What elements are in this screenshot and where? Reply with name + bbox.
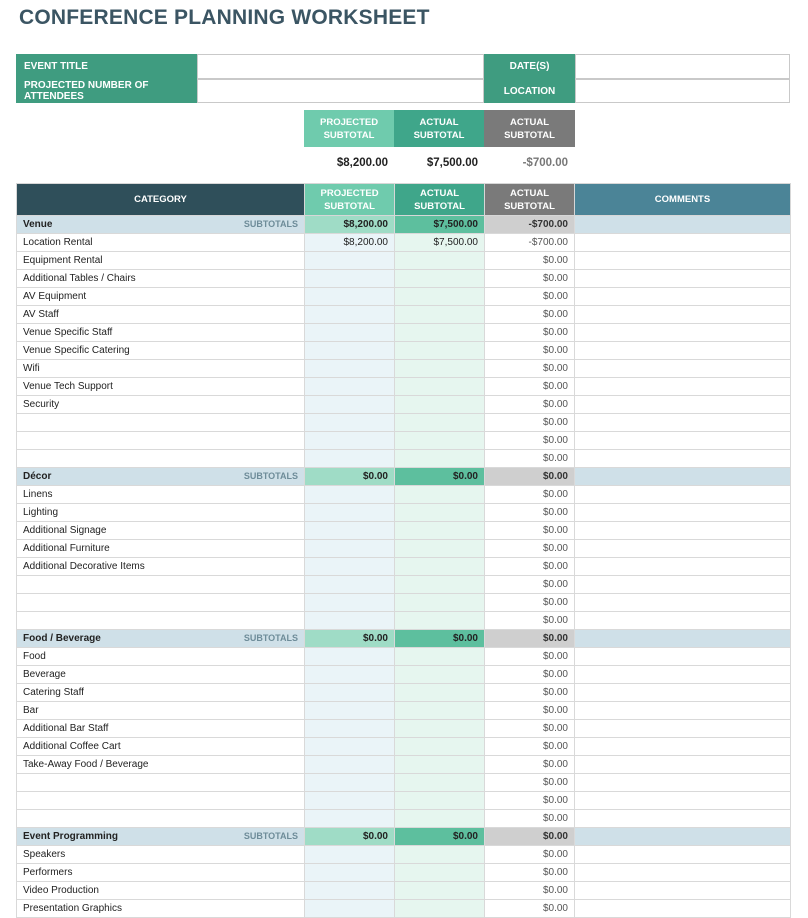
table-row	[17, 558, 791, 576]
category-cell[interactable]	[17, 414, 305, 432]
subtotals-label: SUBTOTALS	[243, 219, 298, 229]
summary-projected-value: $8,200.00	[336, 157, 388, 169]
comment-cell[interactable]	[575, 342, 791, 360]
actual-cell[interactable]	[395, 558, 485, 576]
projected-cell[interactable]	[305, 756, 395, 774]
section-title-cell	[17, 828, 305, 846]
comment-cell[interactable]	[575, 882, 791, 900]
table-row	[17, 774, 791, 792]
category-cell[interactable]: Additional Furniture	[17, 540, 305, 558]
table-row	[17, 306, 791, 324]
comment-cell[interactable]	[575, 234, 791, 252]
summary-actual-sub-value: -$700.00	[522, 157, 568, 169]
projected-cell[interactable]	[305, 396, 395, 414]
subtotals-label: SUBTOTALS	[243, 633, 298, 643]
comment-cell[interactable]	[575, 450, 791, 468]
category-cell[interactable]: Take-Away Food / Beverage	[17, 756, 305, 774]
section-header-row	[17, 630, 791, 648]
actual-cell[interactable]	[395, 792, 485, 810]
category-cell[interactable]	[17, 576, 305, 594]
table-row	[17, 756, 791, 774]
section-header-row	[17, 468, 791, 486]
table-row	[17, 882, 791, 900]
category-cell[interactable]: Bar	[17, 702, 305, 720]
section-projected-subtotal: $8,200.00	[305, 216, 395, 234]
section-header-row	[17, 216, 791, 234]
attendees-label: PROJECTED NUMBER OF ATTENDEES	[16, 79, 197, 103]
category-cell[interactable]: Venue Specific Staff	[17, 324, 305, 342]
actual-sub-cell: $0.00	[485, 900, 575, 918]
actual-cell[interactable]	[395, 882, 485, 900]
page-title: CONFERENCE PLANNING WORKSHEET	[19, 6, 430, 29]
comment-cell[interactable]	[575, 594, 791, 612]
actual-sub-cell: $0.00	[485, 558, 575, 576]
summary-actual-label: ACTUAL SUBTOTAL	[394, 110, 484, 147]
comment-cell[interactable]	[575, 522, 791, 540]
section-name: Décor	[23, 471, 52, 482]
projected-cell[interactable]	[305, 252, 395, 270]
comment-cell[interactable]	[575, 846, 791, 864]
section-comment-cell[interactable]	[575, 630, 791, 648]
projected-cell[interactable]: $8,200.00	[305, 234, 395, 252]
subtotals-label: SUBTOTALS	[243, 471, 298, 481]
projected-cell[interactable]	[305, 432, 395, 450]
table-row	[17, 684, 791, 702]
category-cell[interactable]: AV Equipment	[17, 288, 305, 306]
projected-cell[interactable]	[305, 504, 395, 522]
column-header-category: CATEGORY	[17, 184, 305, 216]
actual-sub-cell: $0.00	[485, 702, 575, 720]
category-cell[interactable]	[17, 774, 305, 792]
column-header-actual-sub: ACTUAL SUBTOTAL	[485, 184, 575, 216]
category-cell[interactable]: Speakers	[17, 846, 305, 864]
event-title-label: EVENT TITLE	[16, 54, 197, 79]
table-row	[17, 810, 791, 828]
actual-sub-cell: $0.00	[485, 270, 575, 288]
table-row	[17, 378, 791, 396]
comment-cell[interactable]	[575, 684, 791, 702]
comment-cell[interactable]	[575, 702, 791, 720]
comment-cell[interactable]	[575, 288, 791, 306]
actual-cell[interactable]	[395, 540, 485, 558]
projected-cell[interactable]	[305, 306, 395, 324]
actual-sub-cell: $0.00	[485, 810, 575, 828]
section-projected-subtotal: $0.00	[305, 630, 395, 648]
table-row	[17, 522, 791, 540]
section-name: Food / Beverage	[23, 633, 101, 644]
table-row	[17, 270, 791, 288]
projected-cell[interactable]	[305, 774, 395, 792]
comment-cell[interactable]	[575, 504, 791, 522]
section-title-cell	[17, 468, 305, 486]
attendees-field[interactable]	[197, 79, 484, 103]
section-comment-cell[interactable]	[575, 216, 791, 234]
actual-sub-cell: $0.00	[485, 792, 575, 810]
location-label: LOCATION	[484, 79, 575, 103]
actual-cell[interactable]	[395, 252, 485, 270]
table-row	[17, 234, 791, 252]
comment-cell[interactable]	[575, 414, 791, 432]
projected-cell[interactable]	[305, 792, 395, 810]
actual-sub-cell: $0.00	[485, 432, 575, 450]
section-actual-subtotal: $0.00	[395, 630, 485, 648]
actual-cell[interactable]	[395, 522, 485, 540]
projected-cell[interactable]	[305, 288, 395, 306]
category-cell[interactable]	[17, 792, 305, 810]
table-row	[17, 720, 791, 738]
projected-cell[interactable]	[305, 882, 395, 900]
dates-field[interactable]	[575, 54, 790, 79]
category-cell[interactable]: Venue Specific Catering	[17, 342, 305, 360]
table-row	[17, 612, 791, 630]
category-cell[interactable]	[17, 612, 305, 630]
actual-sub-cell: $0.00	[485, 594, 575, 612]
projected-cell[interactable]	[305, 648, 395, 666]
actual-sub-cell: $0.00	[485, 396, 575, 414]
actual-sub-cell: $0.00	[485, 540, 575, 558]
projected-cell[interactable]	[305, 612, 395, 630]
actual-sub-cell: -$700.00	[485, 234, 575, 252]
table-row	[17, 576, 791, 594]
actual-cell[interactable]: $7,500.00	[395, 234, 485, 252]
category-cell[interactable]	[17, 594, 305, 612]
category-cell[interactable]: Venue Tech Support	[17, 378, 305, 396]
actual-cell[interactable]	[395, 612, 485, 630]
dates-label: DATE(S)	[484, 54, 575, 79]
actual-sub-cell: $0.00	[485, 846, 575, 864]
actual-cell[interactable]	[395, 324, 485, 342]
actual-sub-cell: $0.00	[485, 306, 575, 324]
category-cell[interactable]: Additional Tables / Chairs	[17, 270, 305, 288]
comment-cell[interactable]	[575, 666, 791, 684]
actual-cell[interactable]	[395, 900, 485, 918]
comment-cell[interactable]	[575, 900, 791, 918]
actual-cell[interactable]	[395, 342, 485, 360]
actual-sub-cell: $0.00	[485, 522, 575, 540]
table-row	[17, 900, 791, 918]
actual-cell[interactable]	[395, 864, 485, 882]
projected-cell[interactable]	[305, 558, 395, 576]
table-row	[17, 342, 791, 360]
actual-cell[interactable]	[395, 414, 485, 432]
category-cell[interactable]: AV Staff	[17, 306, 305, 324]
comment-cell[interactable]	[575, 396, 791, 414]
section-header-row	[17, 828, 791, 846]
actual-sub-cell: $0.00	[485, 666, 575, 684]
projected-cell[interactable]	[305, 864, 395, 882]
summary-projected-label: PROJECTED SUBTOTAL	[304, 110, 394, 147]
actual-sub-cell: $0.00	[485, 774, 575, 792]
actual-cell[interactable]	[395, 774, 485, 792]
table-row	[17, 252, 791, 270]
actual-sub-cell: $0.00	[485, 378, 575, 396]
category-cell[interactable]: Food	[17, 648, 305, 666]
section-actual-sub-subtotal: -$700.00	[485, 216, 575, 234]
comment-cell[interactable]	[575, 792, 791, 810]
actual-cell[interactable]	[395, 270, 485, 288]
table-row	[17, 594, 791, 612]
actual-cell[interactable]	[395, 486, 485, 504]
projected-cell[interactable]	[305, 324, 395, 342]
projected-cell[interactable]	[305, 846, 395, 864]
summary-actual-sub-label: ACTUAL SUBTOTAL	[484, 110, 575, 147]
category-cell[interactable]: Lighting	[17, 504, 305, 522]
column-header-projected: PROJECTED SUBTOTAL	[305, 184, 395, 216]
projected-cell[interactable]	[305, 486, 395, 504]
table-row	[17, 702, 791, 720]
actual-cell[interactable]	[395, 756, 485, 774]
event-title-field[interactable]	[197, 54, 484, 79]
actual-sub-cell: $0.00	[485, 612, 575, 630]
subtotals-label: SUBTOTALS	[243, 831, 298, 841]
category-cell[interactable]: Security	[17, 396, 305, 414]
projected-cell[interactable]	[305, 594, 395, 612]
section-actual-subtotal: $0.00	[395, 828, 485, 846]
table-row	[17, 792, 791, 810]
section-actual-sub-subtotal: $0.00	[485, 630, 575, 648]
actual-sub-cell: $0.00	[485, 576, 575, 594]
budget-table	[16, 183, 791, 918]
actual-sub-cell: $0.00	[485, 414, 575, 432]
category-cell[interactable]	[17, 450, 305, 468]
section-projected-subtotal: $0.00	[305, 468, 395, 486]
comment-cell[interactable]	[575, 270, 791, 288]
section-actual-sub-subtotal: $0.00	[485, 828, 575, 846]
actual-cell[interactable]	[395, 432, 485, 450]
actual-sub-cell: $0.00	[485, 504, 575, 522]
projected-cell[interactable]	[305, 450, 395, 468]
comment-cell[interactable]	[575, 252, 791, 270]
actual-sub-cell: $0.00	[485, 648, 575, 666]
actual-cell[interactable]	[395, 594, 485, 612]
table-row	[17, 666, 791, 684]
projected-cell[interactable]	[305, 810, 395, 828]
comment-cell[interactable]	[575, 378, 791, 396]
projected-cell[interactable]	[305, 414, 395, 432]
actual-cell[interactable]	[395, 738, 485, 756]
table-row	[17, 504, 791, 522]
projected-cell[interactable]	[305, 342, 395, 360]
comment-cell[interactable]	[575, 774, 791, 792]
category-cell[interactable]: Presentation Graphics	[17, 900, 305, 918]
projected-cell[interactable]	[305, 576, 395, 594]
section-title-cell	[17, 216, 305, 234]
comment-cell[interactable]	[575, 540, 791, 558]
category-cell[interactable]: Catering Staff	[17, 684, 305, 702]
table-row	[17, 540, 791, 558]
section-name: Event Programming	[23, 831, 119, 842]
comment-cell[interactable]	[575, 306, 791, 324]
actual-sub-cell: $0.00	[485, 756, 575, 774]
comment-cell[interactable]	[575, 738, 791, 756]
category-cell[interactable]: Performers	[17, 864, 305, 882]
section-comment-cell[interactable]	[575, 468, 791, 486]
section-projected-subtotal: $0.00	[305, 828, 395, 846]
actual-cell[interactable]	[395, 720, 485, 738]
section-actual-sub-subtotal: $0.00	[485, 468, 575, 486]
table-row	[17, 450, 791, 468]
table-row	[17, 396, 791, 414]
category-cell[interactable]: Beverage	[17, 666, 305, 684]
actual-cell[interactable]	[395, 378, 485, 396]
table-row	[17, 324, 791, 342]
projected-cell[interactable]	[305, 684, 395, 702]
table-row	[17, 414, 791, 432]
actual-sub-cell: $0.00	[485, 252, 575, 270]
projected-cell[interactable]	[305, 378, 395, 396]
projected-cell[interactable]	[305, 522, 395, 540]
category-cell[interactable]: Equipment Rental	[17, 252, 305, 270]
table-row	[17, 846, 791, 864]
actual-sub-cell: $0.00	[485, 288, 575, 306]
section-name: Venue	[23, 219, 53, 230]
category-cell[interactable]: Location Rental	[17, 234, 305, 252]
table-row	[17, 432, 791, 450]
projected-cell[interactable]	[305, 666, 395, 684]
actual-cell[interactable]	[395, 396, 485, 414]
comment-cell[interactable]	[575, 486, 791, 504]
actual-sub-cell: $0.00	[485, 684, 575, 702]
category-cell[interactable]: Linens	[17, 486, 305, 504]
category-cell[interactable]: Video Production	[17, 882, 305, 900]
actual-cell[interactable]	[395, 306, 485, 324]
projected-cell[interactable]	[305, 360, 395, 378]
actual-sub-cell: $0.00	[485, 738, 575, 756]
comment-cell[interactable]	[575, 324, 791, 342]
actual-cell[interactable]	[395, 450, 485, 468]
category-cell[interactable]	[17, 432, 305, 450]
category-cell[interactable]: Wifi	[17, 360, 305, 378]
comment-cell[interactable]	[575, 756, 791, 774]
category-cell[interactable]: Additional Signage	[17, 522, 305, 540]
actual-sub-cell: $0.00	[485, 882, 575, 900]
actual-cell[interactable]	[395, 360, 485, 378]
section-actual-subtotal: $7,500.00	[395, 216, 485, 234]
comment-cell[interactable]	[575, 432, 791, 450]
actual-sub-cell: $0.00	[485, 486, 575, 504]
table-row	[17, 648, 791, 666]
comment-cell[interactable]	[575, 864, 791, 882]
category-cell[interactable]: Additional Decorative Items	[17, 558, 305, 576]
section-title-cell	[17, 630, 305, 648]
table-row	[17, 864, 791, 882]
actual-cell[interactable]	[395, 648, 485, 666]
comment-cell[interactable]	[575, 720, 791, 738]
actual-sub-cell: $0.00	[485, 864, 575, 882]
projected-cell[interactable]	[305, 900, 395, 918]
table-row	[17, 360, 791, 378]
comment-cell[interactable]	[575, 558, 791, 576]
projected-cell[interactable]	[305, 702, 395, 720]
actual-cell[interactable]	[395, 666, 485, 684]
category-cell[interactable]: Additional Bar Staff	[17, 720, 305, 738]
projected-cell[interactable]	[305, 720, 395, 738]
comment-cell[interactable]	[575, 360, 791, 378]
table-row	[17, 486, 791, 504]
projected-cell[interactable]	[305, 738, 395, 756]
actual-cell[interactable]	[395, 810, 485, 828]
section-actual-subtotal: $0.00	[395, 468, 485, 486]
projected-cell[interactable]	[305, 270, 395, 288]
actual-cell[interactable]	[395, 504, 485, 522]
actual-sub-cell: $0.00	[485, 342, 575, 360]
actual-sub-cell: $0.00	[485, 324, 575, 342]
summary-actual-value: $7,500.00	[426, 157, 478, 169]
actual-sub-cell: $0.00	[485, 360, 575, 378]
comment-cell[interactable]	[575, 576, 791, 594]
category-cell[interactable]: Additional Coffee Cart	[17, 738, 305, 756]
actual-sub-cell: $0.00	[485, 720, 575, 738]
column-header-actual: ACTUAL SUBTOTAL	[395, 184, 485, 216]
table-row	[17, 738, 791, 756]
column-header-comments: COMMENTS	[575, 184, 791, 216]
table-row	[17, 288, 791, 306]
comment-cell[interactable]	[575, 810, 791, 828]
projected-cell[interactable]	[305, 540, 395, 558]
actual-sub-cell: $0.00	[485, 450, 575, 468]
comment-cell[interactable]	[575, 612, 791, 630]
section-comment-cell[interactable]	[575, 828, 791, 846]
actual-cell[interactable]	[395, 576, 485, 594]
location-field[interactable]	[575, 79, 790, 103]
actual-cell[interactable]	[395, 684, 485, 702]
actual-cell[interactable]	[395, 288, 485, 306]
category-cell[interactable]	[17, 810, 305, 828]
actual-cell[interactable]	[395, 702, 485, 720]
comment-cell[interactable]	[575, 648, 791, 666]
actual-cell[interactable]	[395, 846, 485, 864]
